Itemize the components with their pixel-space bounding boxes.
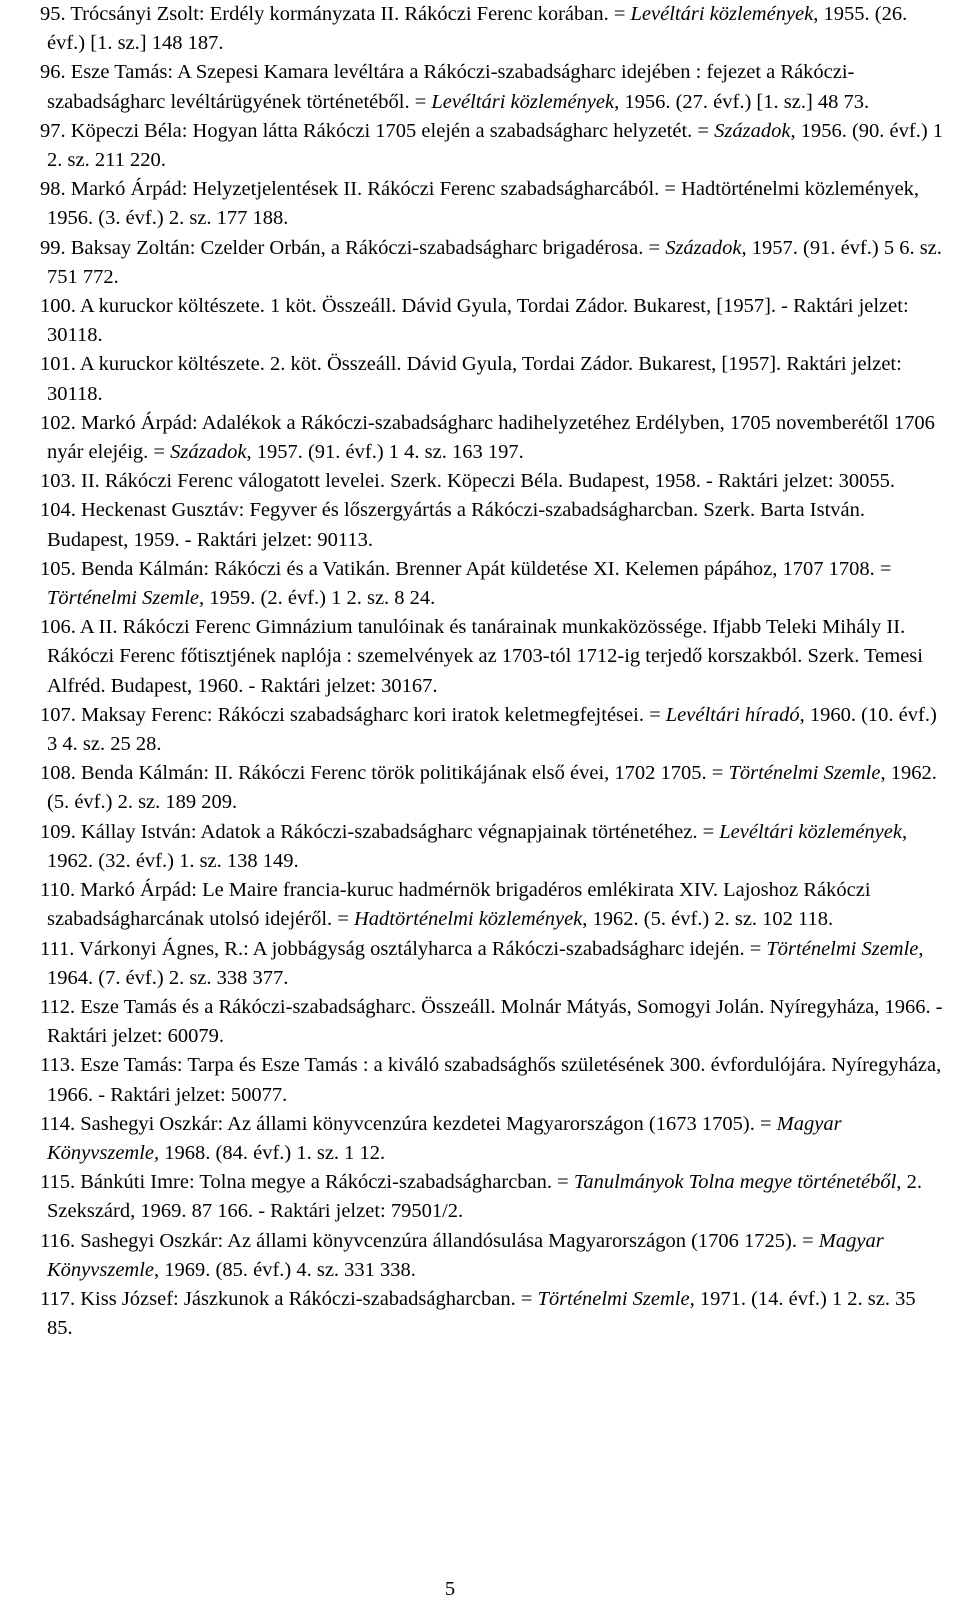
entry-text: A II. Rákóczi Ferenc Gimnázium tanulóinak és tanárainak munkaközössége. Ifjabb Teleki Mihály II. Rákóczi Ferenc főtisztjének naplója : szemelvények az 1703-tól 1712-ig terjedő korszakból. Szerk. Temesi Alfréd. Budapest, 1960. - Raktári jelzet: 30167.: [47, 616, 923, 697]
entry-number: 117.: [40, 1287, 76, 1310]
entry-journal-title: Levéltári közlemények: [719, 820, 902, 843]
entry-text: , 1964. (7. évf.) 2. sz. 338 377.: [47, 937, 924, 989]
entry-journal-title: Századok: [714, 119, 791, 142]
entry-text: Trócsányi Zsolt: Erdély kormányzata II. Rákóczi Ferenc korában. =: [65, 3, 631, 25]
entry-journal-title: Levéltári közlemények: [630, 3, 814, 25]
entry-number: 99.: [40, 236, 66, 259]
entry-number: 114.: [40, 1112, 76, 1135]
entry-text: 1968. (84. évf.) 1. sz. 1 12.: [159, 1141, 386, 1164]
bibliography-entry: [40, 876, 945, 934]
bibliography-entry: [40, 0, 945, 58]
entry-text: Markó Árpád: Le Maire francia-kuruc hadmérnök brigadéros emlékirata XIV. Lajoshoz Rákóczi szabadságharcának utolsó idejéről. =: [47, 879, 871, 931]
entry-text: Benda Kálmán: Rákóczi és a Vatikán. Brenner Apát küldetése XI. Kelemen pápához, 1707 1708. =: [75, 557, 892, 580]
entry-text: Esze Tamás: Tarpa és Esze Tamás : a kiváló szabadsághős születésének 300. évfordulójára. Nyíregyháza, 1966. - Raktári jelzet: 50077.: [47, 1054, 942, 1106]
entry-number: 113.: [40, 1054, 76, 1077]
entry-text: Bánkúti Imre: Tolna megye a Rákóczi-szabadságharcban. =: [75, 1171, 574, 1194]
bibliography-entry: [40, 1227, 945, 1285]
entry-journal-title: Századok: [665, 236, 742, 259]
entry-text: II. Rákóczi Ferenc válogatott levelei. Szerk. Köpeczi Béla. Budapest, 1958. - Raktári jelzet: 30055.: [75, 470, 896, 493]
entry-number: 105.: [40, 557, 76, 580]
bibliography-entry: [40, 935, 945, 993]
bibliography-entry: [40, 496, 945, 554]
entry-number: 107.: [40, 703, 76, 726]
entry-text: , 1955. (26. évf.) [1. sz.] 148 187.: [47, 3, 908, 55]
entry-number: 112.: [40, 995, 76, 1018]
bibliography-entry: [40, 1110, 945, 1168]
entry-text: Sashegyi Oszkár: Az állami könyvcenzúra kezdetei Magyarországon (1673 1705). =: [75, 1112, 777, 1135]
entry-text: , 1957. (91. évf.) 5 6. sz. 751 772.: [47, 236, 942, 288]
entry-journal-title: Hadtörténelmi közlemények: [354, 908, 583, 931]
bibliography-entry: [40, 1051, 945, 1109]
entry-journal-title: Levéltári híradó: [665, 703, 800, 726]
entry-number: 100.: [40, 295, 76, 318]
entry-journal-title: Tanulmányok Tolna megye történetéből,: [573, 1171, 902, 1194]
entry-text: Benda Kálmán: II. Rákóczi Ferenc török politikájának első évei, 1702 1705. =: [75, 762, 729, 785]
entry-journal-title: Történelmi Szemle: [766, 937, 919, 960]
entry-number: 106.: [40, 616, 76, 639]
entry-text: Köpeczi Béla: Hogyan látta Rákóczi 1705 elején a szabadságharc helyzetét. =: [65, 119, 715, 142]
entry-text: , 1962. (32. évf.) 1. sz. 138 149.: [47, 820, 908, 872]
bibliography-entry: [40, 818, 945, 876]
entry-text: , 1957. (91. évf.) 1 4. sz. 163 197.: [246, 441, 524, 464]
entry-text: Esze Tamás: A Szepesi Kamara levéltára a Rákóczi-szabadságharc idejében : fejezet a Rákóczi-szabadságharc levéltárügyének történetéből. =: [47, 61, 855, 113]
entry-journal-title: Magyar Könyvszemle,: [47, 1112, 842, 1164]
bibliography-entry: [40, 175, 945, 233]
entry-journal-title: Századok: [170, 441, 247, 464]
entry-number: 111.: [40, 937, 75, 960]
entry-number: 110.: [40, 879, 76, 902]
entry-text: , 1969. (85. évf.) 4. sz. 331 338.: [154, 1258, 416, 1281]
entry-number: 97.: [40, 119, 66, 142]
entry-text: Esze Tamás és a Rákóczi-szabadságharc. Összeáll. Molnár Mátyás, Somogyi Jolán. Nyíregyháza, 1966. - Raktári jelzet: 60079.: [47, 995, 943, 1048]
entry-journal-title: Magyar Könyvszemle: [47, 1229, 884, 1281]
entry-text: , 1956. (27. évf.) [1. sz.] 48 73.: [614, 90, 870, 113]
entry-text: Kiss József: Jászkunok a Rákóczi-szabadságharcban. =: [75, 1287, 538, 1310]
entry-journal-title: Történelmi Szemle: [728, 762, 881, 785]
bibliography-list: [40, 0, 945, 1343]
entry-number: 116.: [40, 1229, 76, 1252]
entry-journal-title: Történelmi Szemle,: [47, 587, 205, 610]
bibliography-entry: [40, 117, 945, 175]
bibliography-entry: [40, 1285, 945, 1343]
bibliography-entry: [40, 234, 945, 292]
entry-number: 98.: [40, 178, 66, 201]
bibliography-entry: [40, 993, 945, 1051]
bibliography-entry: [40, 555, 945, 613]
bibliography-entry: [40, 467, 945, 496]
entry-text: , 1962. (5. évf.) 2. sz. 102 118.: [582, 908, 834, 931]
bibliography-entry: [40, 350, 945, 408]
bibliography-entry: [40, 1168, 945, 1226]
entry-number: 103.: [40, 470, 76, 493]
bibliography-entry: [40, 58, 945, 116]
entry-text: , 1956. (90. évf.) 1 2. sz. 211 220.: [47, 119, 944, 172]
entry-number: 96.: [40, 61, 66, 84]
entry-text: 1971. (14. évf.) 1 2. sz. 35 85.: [47, 1287, 916, 1340]
page-number: 5: [444, 1578, 456, 1600]
entry-text: Baksay Zoltán: Czelder Orbán, a Rákóczi-szabadságharc brigadérosa. =: [65, 236, 666, 259]
entry-journal-title: Levéltári közlemények: [431, 90, 615, 113]
entry-text: Heckenast Gusztáv: Fegyver és lőszergyártás a Rákóczi-szabadságharcban. Szerk. Barta István. Budapest, 1959. - Raktári jelzet: 90113.: [47, 499, 866, 551]
entry-number: 101.: [40, 353, 76, 376]
bibliography-entry: [40, 409, 945, 467]
entry-text: A kuruckor költészete. 1 köt. Összeáll. Dávid Gyula, Tordai Zádor. Bukarest, [1957]. - Raktári jelzet: 30118.: [47, 295, 909, 347]
entry-text: Maksay Ferenc: Rákóczi szabadságharc kori iratok keletmegfejtései. =: [75, 703, 666, 726]
entry-text: Várkonyi Ágnes, R.: A jobbágyság osztályharca a Rákóczi-szabadságharc idején. =: [74, 937, 767, 960]
entry-number: 108.: [40, 762, 76, 785]
entry-number: 115.: [40, 1171, 76, 1194]
entry-number: 109.: [40, 820, 76, 843]
bibliography-entry: [40, 613, 945, 701]
entry-number: 102.: [40, 411, 76, 434]
entry-journal-title: Történelmi Szemle,: [537, 1287, 695, 1310]
entry-text: , 1962. (5. évf.) 2. sz. 189 209.: [47, 762, 937, 814]
entry-text: Markó Árpád: Adalékok a Rákóczi-szabadságharc hadihelyzetéhez Erdélyben, 1705 novemberétől 1706 nyár elejéig. =: [47, 411, 935, 464]
entry-number: 95.: [40, 3, 66, 25]
bibliography-entry: [40, 292, 945, 350]
entry-text: , 1960. (10. évf.) 3 4. sz. 25 28.: [47, 703, 937, 756]
entry-text: 2. Szekszárd, 1969. 87 166. - Raktári jelzet: 79501/2.: [47, 1171, 922, 1223]
entry-number: 104.: [40, 499, 76, 522]
bibliography-entry: [40, 759, 945, 817]
entry-text: Sashegyi Oszkár: Az állami könyvcenzúra állandósulása Magyarországon (1706 1725). =: [75, 1229, 819, 1252]
entry-text: Markó Árpád: Helyzetjelentések II. Rákóczi Ferenc szabadságharcából. = Hadtörténelmi közlemények, 1956. (3. évf.) 2. sz. 177 188.: [47, 178, 920, 230]
entry-text: 1959. (2. évf.) 1 2. sz. 8 24.: [204, 587, 436, 610]
bibliography-entry: [40, 701, 945, 759]
entry-text: A kuruckor költészete. 2. köt. Összeáll. Dávid Gyula, Tordai Zádor. Bukarest, [1957]. Raktári jelzet: 30118.: [47, 353, 902, 405]
entry-text: Kállay István: Adatok a Rákóczi-szabadságharc végnapjainak történetéhez. =: [75, 820, 720, 843]
